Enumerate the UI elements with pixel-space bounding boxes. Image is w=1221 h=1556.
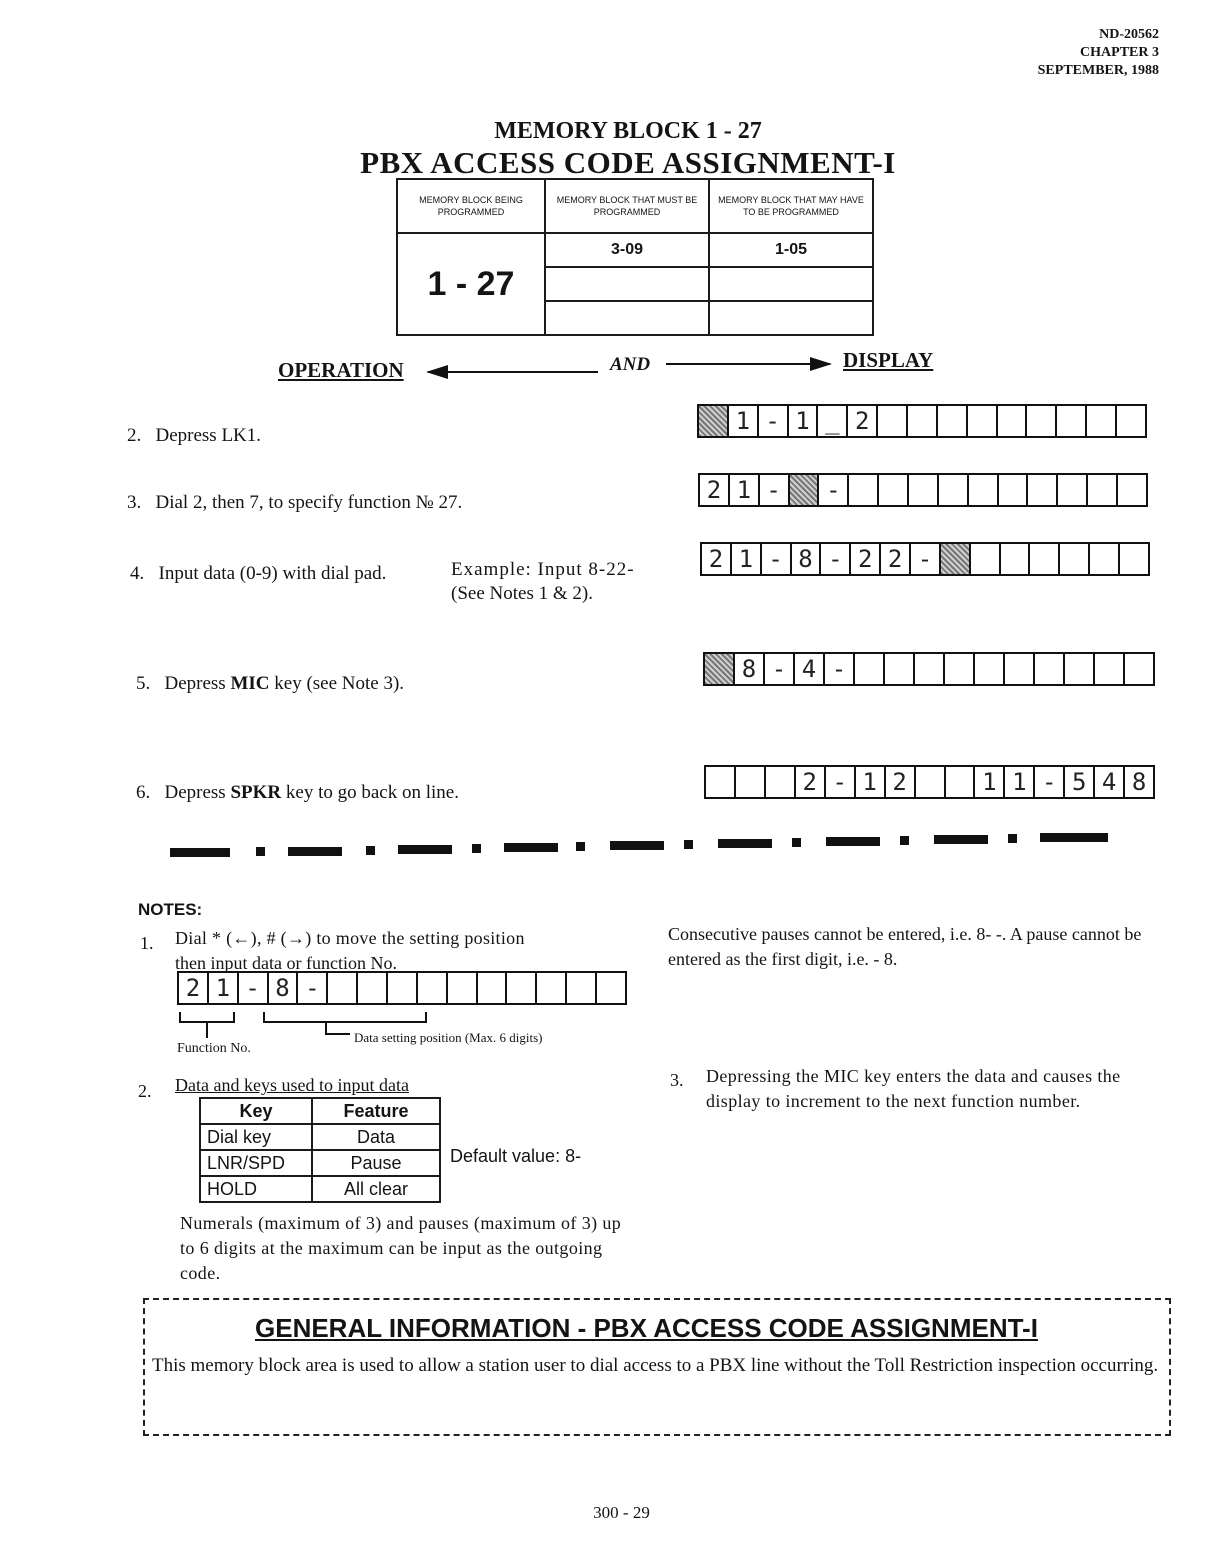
lcd-cell: 2 <box>851 544 881 574</box>
key-header: Key <box>200 1098 312 1124</box>
lcd-cell: 1 <box>975 767 1005 797</box>
col-may-program-header: MEMORY BLOCK THAT MAY HAVE TO BE PROGRAMMED <box>709 179 873 233</box>
lcd-cell <box>1028 475 1058 505</box>
lcd-cell <box>879 475 909 505</box>
step-5 <box>136 673 404 695</box>
lcd-cell: 2 <box>702 544 732 574</box>
lcd-cell: 5 <box>1065 767 1095 797</box>
lcd-cell <box>1120 544 1148 574</box>
lcd-cell <box>1117 406 1145 436</box>
step-4 <box>130 563 386 585</box>
lcd-cell: - <box>819 475 849 505</box>
lcd-cell: 2 <box>700 475 730 505</box>
lcd-cell: - <box>821 544 851 574</box>
lcd-cell <box>1087 406 1117 436</box>
step-text: Depress LK1. <box>155 425 262 446</box>
step-text-pre: Depress <box>164 673 231 694</box>
note-1-line1: Dial * (←), # (→) to move the setting position <box>175 928 525 948</box>
key-cell: LNR/SPD <box>200 1150 312 1176</box>
lcd-cell: - <box>911 544 941 574</box>
doc-date: SEPTEMBER, 1988 <box>1037 63 1159 78</box>
step-4-example: Example: Input 8-22- <box>451 559 635 580</box>
step-number: 2. <box>127 425 142 446</box>
col-being-programmed-header: MEMORY BLOCK BEING PROGRAMMED <box>397 179 545 233</box>
lcd-cell <box>448 973 478 1003</box>
lcd-display <box>177 971 627 1005</box>
lcd-display <box>698 473 1148 507</box>
lcd-cell <box>969 475 999 505</box>
col-must-program-header: MEMORY BLOCK THAT MUST BE PROGRAMMED <box>545 179 709 233</box>
lcd-cell <box>766 767 796 797</box>
left-arrow-icon <box>428 371 598 373</box>
step-number: 6. <box>136 782 151 803</box>
lcd-cell <box>855 654 885 684</box>
memory-block-table <box>396 178 874 336</box>
lcd-cell: 2 <box>848 406 878 436</box>
data-setting-label: Data setting position (Max. 6 digits) <box>354 1030 543 1045</box>
lcd-cell <box>1088 475 1118 505</box>
key-cell: HOLD <box>200 1176 312 1202</box>
lcd-cell: - <box>765 654 795 684</box>
lcd-cell <box>567 973 597 1003</box>
key-feature-table <box>199 1097 441 1203</box>
chapter-label: CHAPTER 3 <box>1080 45 1159 60</box>
page-title-memory-block: MEMORY BLOCK 1 - 27 <box>494 118 762 144</box>
lcd-cell <box>507 973 537 1003</box>
lcd-cell <box>941 544 971 574</box>
lcd-cell <box>1095 654 1125 684</box>
step-4-note: (See Notes 1 & 2). <box>451 583 593 604</box>
lcd-cell <box>968 406 998 436</box>
lcd-cell <box>998 406 1028 436</box>
lcd-cell: _ <box>818 406 848 436</box>
lcd-cell <box>1060 544 1090 574</box>
empty-cell <box>709 301 873 335</box>
step-text-pre: Depress <box>164 782 231 803</box>
lcd-cell <box>999 475 1029 505</box>
lcd-cell: 2 <box>796 767 826 797</box>
lcd-cell: 8 <box>1131 768 1147 796</box>
lcd-cell <box>849 475 879 505</box>
lcd-cell <box>915 654 945 684</box>
lcd-cell <box>358 973 388 1003</box>
lcd-display <box>703 652 1155 686</box>
lcd-cell: 2 <box>886 767 916 797</box>
lcd-cell <box>1065 654 1095 684</box>
lcd-cell <box>328 973 358 1003</box>
empty-cell <box>545 301 709 335</box>
lcd-cell: 2 <box>881 544 911 574</box>
lcd-display <box>700 542 1150 576</box>
lcd-cell <box>946 767 976 797</box>
dashed-separator <box>170 832 1108 858</box>
lcd-cell <box>1118 475 1146 505</box>
default-value: Default value: 8- <box>450 1146 582 1166</box>
note-1-line2: then input data or function No. <box>175 953 397 973</box>
lcd-cell: 4 <box>795 654 825 684</box>
step-3 <box>127 492 462 514</box>
note-2-number: 2. <box>138 1081 152 1101</box>
display-label: DISPLAY <box>843 348 934 372</box>
block-being-programmed: 1 - 27 <box>397 233 545 335</box>
lcd-cell <box>971 544 1001 574</box>
feature-cell: Data <box>312 1124 440 1150</box>
lcd-cell <box>945 654 975 684</box>
feature-cell: All clear <box>312 1176 440 1202</box>
lcd-cell <box>1125 654 1153 684</box>
step-number: 4. <box>130 563 145 584</box>
step-number: 3. <box>127 492 142 513</box>
function-no-label: Function No. <box>177 1041 251 1056</box>
lcd-cell: 1 <box>789 406 819 436</box>
lcd-cell <box>1005 654 1035 684</box>
lcd-cell: 8 <box>792 544 822 574</box>
lcd-display <box>697 404 1147 438</box>
empty-cell <box>709 267 873 301</box>
lcd-cell: 1 <box>729 406 759 436</box>
lcd-cell: 1 <box>856 767 886 797</box>
empty-cell <box>545 267 709 301</box>
page-number: 300 - 29 <box>593 1503 650 1522</box>
lcd-cell <box>537 973 567 1003</box>
step-number: 5. <box>136 673 151 694</box>
lcd-cell: 1 <box>209 973 239 1003</box>
lcd-cell <box>908 406 938 436</box>
step-2 <box>127 425 261 447</box>
lcd-cell: 8 <box>735 654 765 684</box>
lcd-cell <box>388 973 418 1003</box>
page-title-assignment: PBX ACCESS CODE ASSIGNMENT-I <box>360 145 896 180</box>
lcd-cell <box>597 973 625 1003</box>
step-text-post: key (see Note 3). <box>269 673 405 694</box>
lcd-cell <box>1027 406 1057 436</box>
lcd-cell <box>916 767 946 797</box>
note-1-continued: Consecutive pauses cannot be entered, i.e. 8- -. A pause cannot be entered as the first digit, i.e. - 8. <box>668 924 1142 969</box>
notes-heading: NOTES: <box>138 900 203 919</box>
lcd-cell: 4 <box>1095 767 1125 797</box>
lcd-cell <box>699 406 729 436</box>
lcd-cell <box>706 767 736 797</box>
step-text: Input data (0-9) with dial pad. <box>158 563 387 584</box>
feature-header: Feature <box>312 1098 440 1124</box>
note-2-text: Data and keys used to input data <box>175 1075 409 1095</box>
operation-label: OPERATION <box>278 358 404 382</box>
feature-cell: Pause <box>312 1150 440 1176</box>
lcd-cell: 8 <box>269 973 299 1003</box>
note-2-paragraph: Numerals (maximum of 3) and pauses (maximum of 3) up to 6 digits at the maximum can be input as the outgoing code. <box>180 1213 622 1283</box>
note-1-number: 1. <box>140 933 154 953</box>
note-3-number: 3. <box>670 1070 684 1090</box>
lcd-cell <box>1030 544 1060 574</box>
lcd-cell: 1 <box>730 475 760 505</box>
lcd-cell <box>1057 406 1087 436</box>
lcd-cell <box>885 654 915 684</box>
step-6 <box>136 782 459 804</box>
lcd-cell: 2 <box>179 973 209 1003</box>
lcd-cell: 1 <box>732 544 762 574</box>
lcd-cell <box>878 406 908 436</box>
lcd-cell: - <box>826 767 856 797</box>
step-text-post: key to go back on line. <box>281 782 459 803</box>
lcd-cell <box>1090 544 1120 574</box>
mic-key-label: MIC <box>230 673 270 694</box>
lcd-cell: - <box>762 544 792 574</box>
lcd-cell: - <box>759 406 789 436</box>
lcd-cell <box>1001 544 1031 574</box>
lcd-cell <box>1035 654 1065 684</box>
right-arrow-icon <box>666 363 830 365</box>
doc-number: ND-20562 <box>1099 27 1159 42</box>
and-label: AND <box>610 354 651 375</box>
lcd-cell: - <box>825 654 855 684</box>
lcd-cell <box>705 654 735 684</box>
key-cell: Dial key <box>200 1124 312 1150</box>
block-must-program: 3-09 <box>545 233 709 267</box>
lcd-cell <box>478 973 508 1003</box>
lcd-cell: - <box>298 973 328 1003</box>
lcd-cell <box>938 406 968 436</box>
lcd-cell <box>975 654 1005 684</box>
spkr-key-label: SPKR <box>230 782 282 803</box>
lcd-cell: 1 <box>1005 767 1035 797</box>
lcd-cell: - <box>239 973 269 1003</box>
lcd-cell <box>736 767 766 797</box>
lcd-cell <box>1058 475 1088 505</box>
lcd-display <box>704 765 1155 799</box>
lcd-cell <box>909 475 939 505</box>
lcd-cell <box>790 475 820 505</box>
block-may-program: 1-05 <box>709 233 873 267</box>
step-text: Dial 2, then 7, to specify function № 27. <box>155 492 463 513</box>
note-3-text: Depressing the MIC key enters the data and causes the display to increment to the next function number. <box>706 1066 1121 1111</box>
general-info-title: GENERAL INFORMATION - PBX ACCESS CODE ASSIGNMENT-I <box>255 1313 1038 1343</box>
general-info-text: This memory block area is used to allow a station user to dial access to a PBX line without the Toll Restriction inspection occurring. <box>152 1355 1159 1376</box>
document-header <box>1038 26 1159 80</box>
lcd-cell <box>418 973 448 1003</box>
lcd-cell: - <box>760 475 790 505</box>
lcd-cell: - <box>1035 767 1065 797</box>
lcd-cell <box>939 475 969 505</box>
